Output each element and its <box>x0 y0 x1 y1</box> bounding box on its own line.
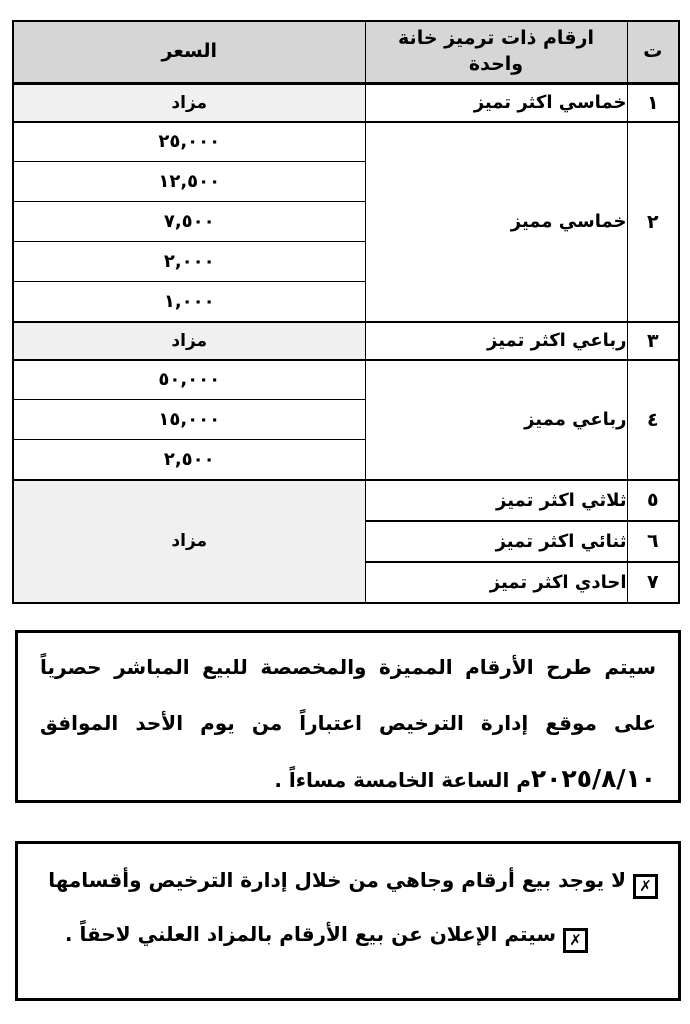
category-cell: ثلاثي اكثر تميز <box>365 480 627 521</box>
price-cell: ٥٠,٠٠٠ <box>13 360 365 400</box>
price-cell: مزاد <box>13 84 365 122</box>
checked-box-icon: ✗ <box>633 874 658 899</box>
header-category: ارقام ذات ترميز خانة واحدة <box>365 21 627 84</box>
table-row <box>13 480 679 521</box>
price-cell: ٢,٠٠٠ <box>13 242 365 282</box>
category-cell: رباعي اكثر تميز <box>365 322 627 360</box>
price-cell: ٧,٥٠٠ <box>13 202 365 242</box>
price-cell: مزاد <box>13 322 365 360</box>
rules-notice-box <box>15 841 681 1001</box>
pricing-table <box>12 20 680 604</box>
price-cell: ١٥,٠٠٠ <box>13 400 365 440</box>
table-row <box>13 360 679 400</box>
category-cell: ثنائي اكثر تميز <box>365 521 627 562</box>
category-cell: احادي اكثر تميز <box>365 562 627 603</box>
header-price: السعر <box>13 21 365 84</box>
notice-text-after-date: م الساعة الخامسة مساءاً . <box>274 768 531 792</box>
rule-item-text: لا يوجد بيع أرقام وجاهي من خلال إدارة الترخيص وأقسامها <box>48 868 626 892</box>
category-cell: خماسي مميز <box>365 122 627 322</box>
table-header-row <box>13 21 679 84</box>
seq-cell: ٥ <box>627 480 679 521</box>
seq-cell: ٦ <box>627 521 679 562</box>
notice-text-before-date: سيتم طرح الأرقام المميزة والمخصصة للبيع المباشر حصرياً على موقع إدارة الترخيص اعتباراً من يوم الأحد الموافق <box>40 655 656 735</box>
price-cell-merged: مزاد <box>13 480 365 603</box>
seq-cell: ١ <box>627 84 679 122</box>
table-row <box>13 84 679 122</box>
price-cell: ١٢,٥٠٠ <box>13 162 365 202</box>
table-row <box>13 322 679 360</box>
price-cell: ٢,٥٠٠ <box>13 440 365 480</box>
direct-sale-notice-box <box>15 630 681 803</box>
seq-cell: ٢ <box>627 122 679 322</box>
seq-cell: ٧ <box>627 562 679 603</box>
header-seq: ت <box>627 21 679 84</box>
price-cell: ١,٠٠٠ <box>13 282 365 322</box>
rule-item <box>38 860 658 900</box>
price-cell: ٢٥,٠٠٠ <box>13 122 365 162</box>
rule-item-text: سيتم الإعلان عن بيع الأرقام بالمزاد العلني لاحقاً . <box>64 922 556 946</box>
seq-cell: ٤ <box>627 360 679 480</box>
direct-sale-notice-text <box>40 639 656 808</box>
checked-box-icon: ✗ <box>563 928 588 953</box>
seq-cell: ٣ <box>627 322 679 360</box>
category-cell: رباعي مميز <box>365 360 627 480</box>
auction-start-date: ٢٠٢٥/٨/١٠ <box>530 764 656 793</box>
table-row <box>13 122 679 162</box>
category-cell: خماسي اكثر تميز <box>365 84 627 122</box>
rule-item <box>38 914 588 954</box>
